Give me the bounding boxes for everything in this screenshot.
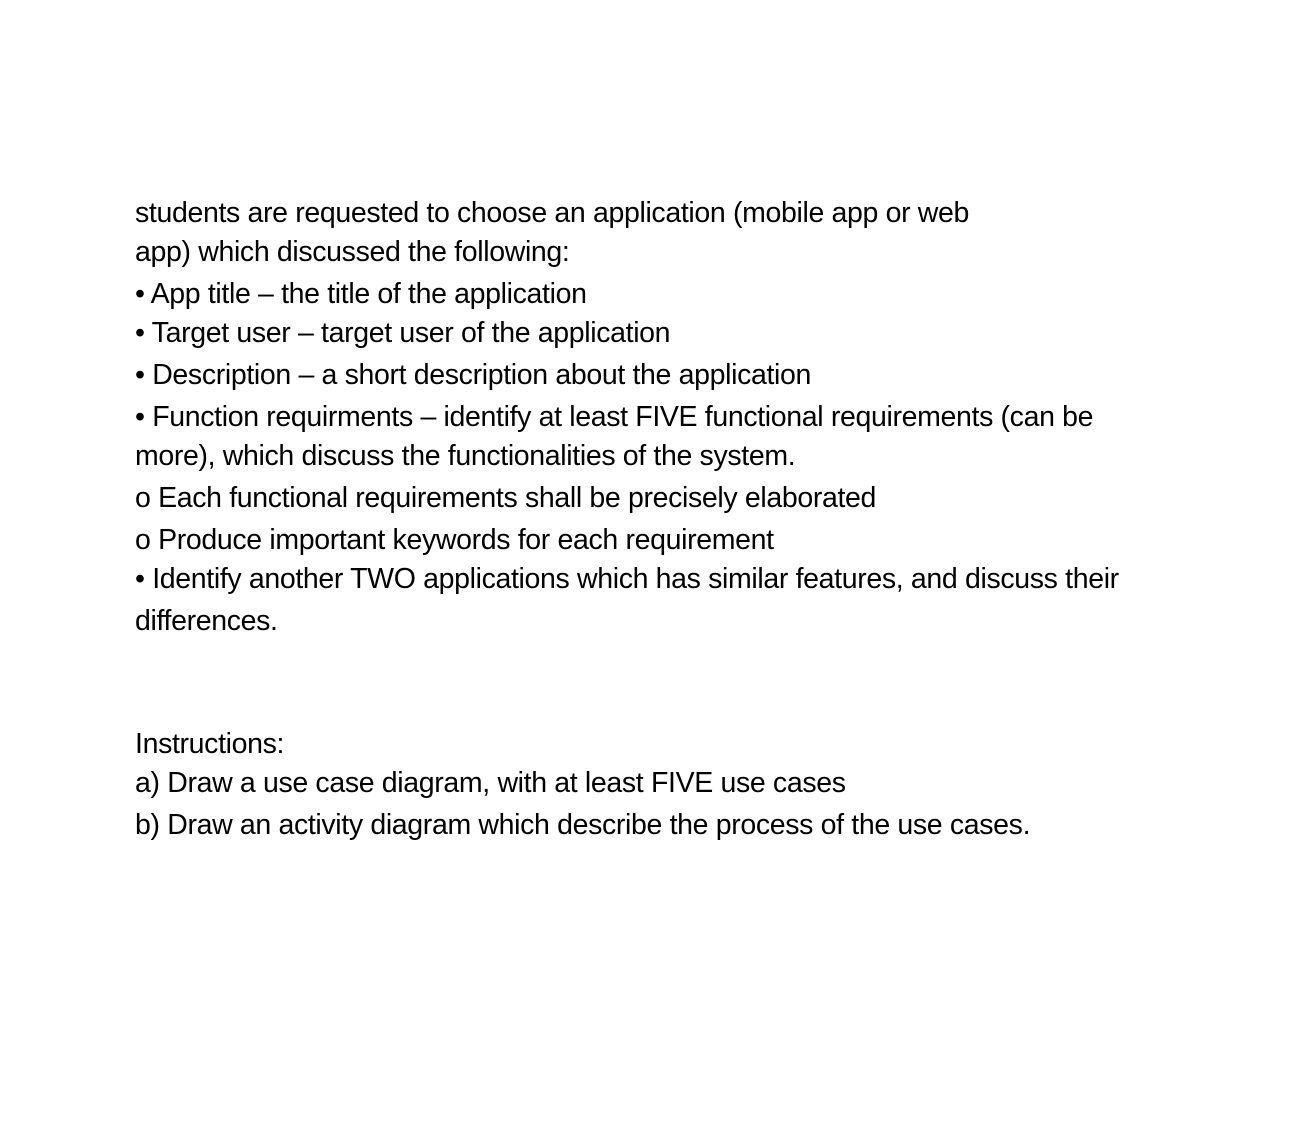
sub-item-keywords: o Produce important keywords for each requirement	[135, 524, 774, 556]
bullet-target-user: • Target user – target user of the application	[135, 317, 671, 349]
sub-item-elaborated: o Each functional requirements shall be precisely elaborated	[135, 482, 877, 514]
intro-line-1: students are requested to choose an application (mobile app or web	[135, 197, 970, 229]
instructions-heading: Instructions:	[135, 728, 285, 760]
instruction-item-a: a) Draw a use case diagram, with at least FIVE use cases	[135, 767, 846, 799]
section-spacer	[135, 641, 1255, 725]
assignment-document	[135, 194, 1255, 845]
bullet-app-title: • App title – the title of the application	[135, 278, 587, 310]
intro-line-2: app) which discussed the following:	[135, 236, 570, 268]
bullet-similar-apps-line-2: differences.	[135, 605, 278, 637]
instruction-item-b: b) Draw an activity diagram which describe the process of the use cases.	[135, 809, 1031, 841]
bullet-function-requirements-line-1: • Function requirments – identify at least FIVE functional requirements (can be	[135, 401, 1094, 433]
bullet-similar-apps-line-1: • Identify another TWO applications which has similar features, and discuss their	[135, 563, 1119, 595]
bullet-function-requirements-line-2: more), which discuss the functionalities of the system.	[135, 440, 796, 472]
bullet-description: • Description – a short description about the application	[135, 359, 812, 391]
